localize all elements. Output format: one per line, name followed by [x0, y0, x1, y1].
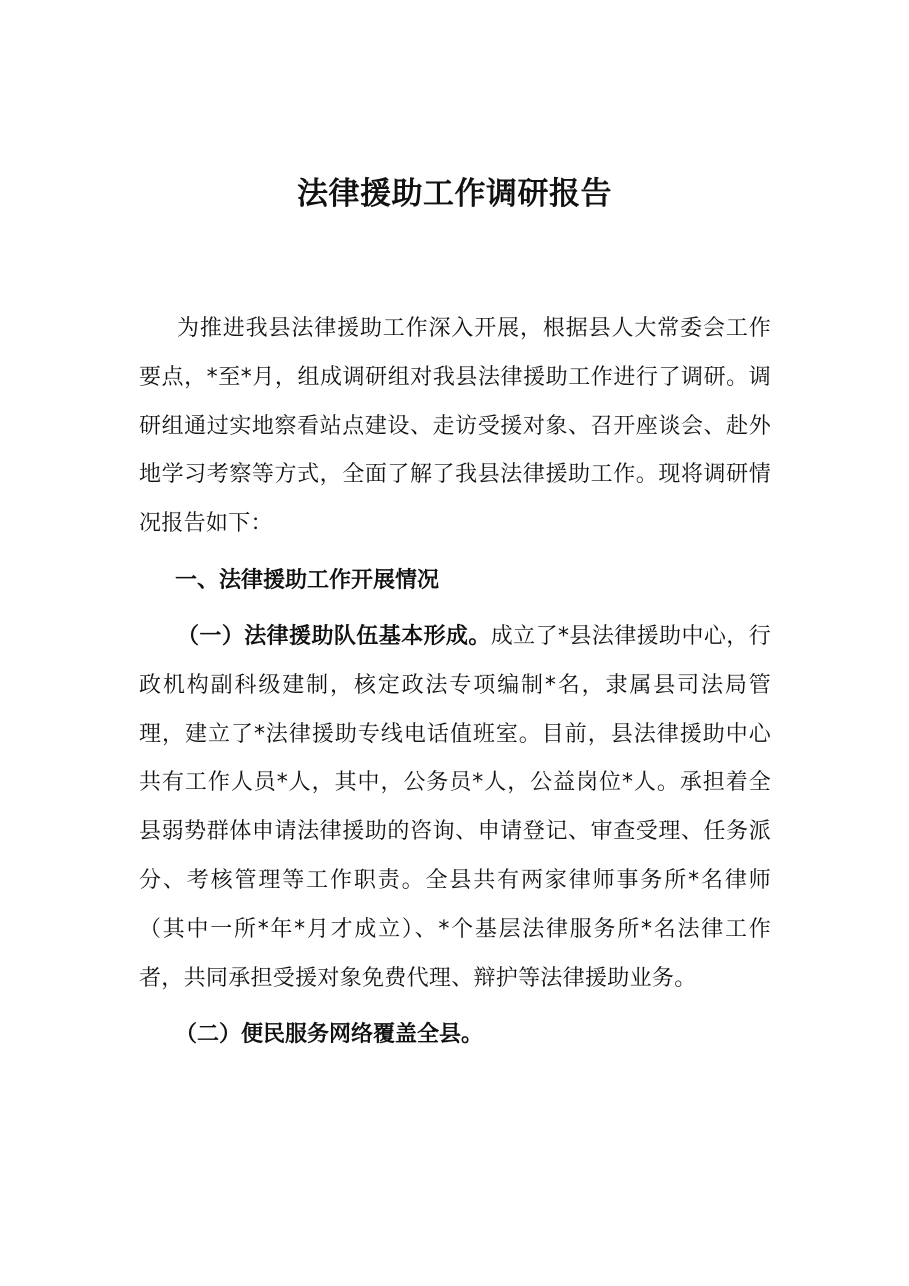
- document-title: 法律援助工作调研报告: [297, 176, 612, 212]
- subsection-heading-1: （一）法律援助队伍基本形成。: [177, 623, 491, 649]
- section-heading-1: 一、法律援助工作开展情况: [175, 567, 440, 593]
- subsection-1-body: 成立了*县法律援助中心，行政机构副科级建制，核定政法专项编制*名，隶属县司法局管理，建立了*法律援助专线电话值班室。目前，县法律援助中心共有工作人员*人，其中，公务员*人，公益岗位*人。承担着全县弱势群体申请法律援助的咨询、申请登记、审查受理、任务派分、考核管理等工作职责。全县共有两家律师事务所*名律师（其中一所*年*月才成立）、*个基层法律服务所*名法律工作者，共同承担受援对象免费代理、辩护等法律援助业务。: [139, 623, 772, 991]
- document-body: [139, 305, 771, 1067]
- intro-paragraph: 为推进我县法律援助工作深入开展，根据县人大常委会工作要点，*至*月，组成调研组对我县法律援助工作进行了调研。调研组通过实地察看站点建设、走访受援对象、召开座谈会、赴外地学习考察等方式，全面了解了我县法律援助工作。现将调研情况报告如下：: [139, 316, 771, 537]
- subsection-heading-2: （二）便民服务网络覆盖全县。: [175, 1022, 484, 1048]
- subsection-1-paragraph: [139, 613, 771, 1003]
